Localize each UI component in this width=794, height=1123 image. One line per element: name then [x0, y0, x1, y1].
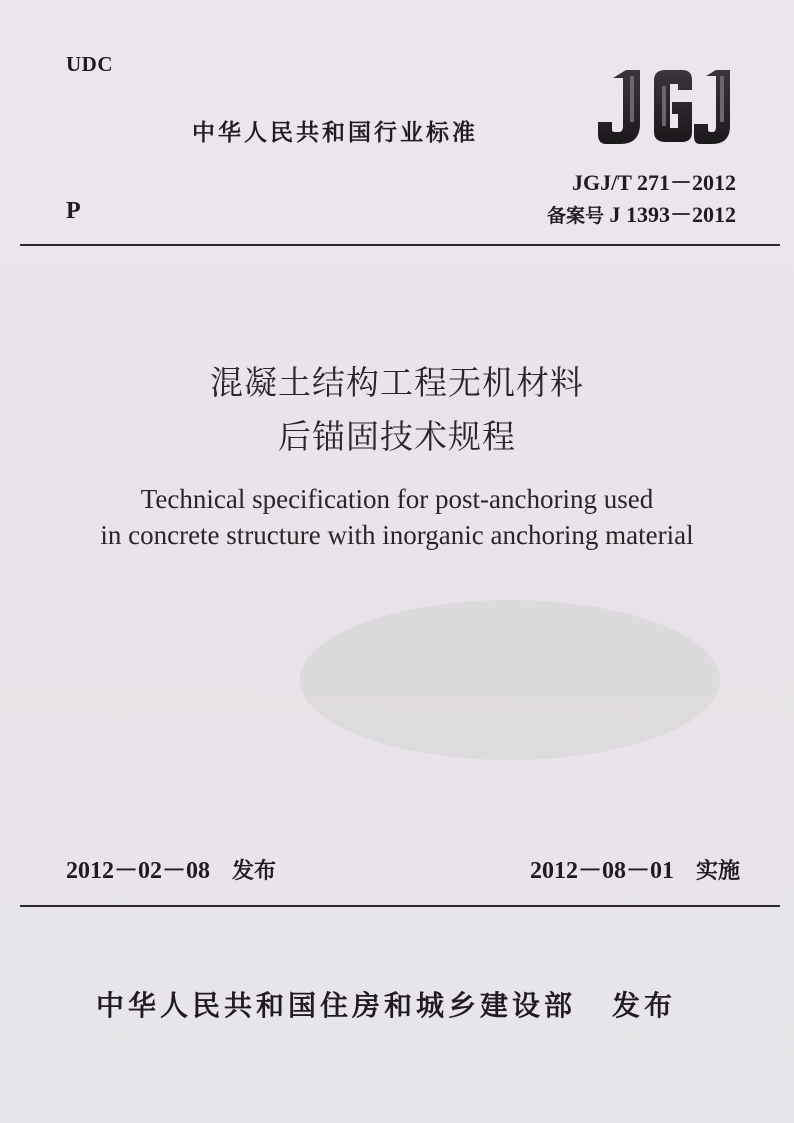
implement-label: 实施 [695, 859, 740, 884]
title-cn-line2: 后锚固技术规程 [278, 417, 516, 456]
record-number-value: J 1393－2012 [609, 202, 736, 227]
issue-date: 2012－02－08 [66, 858, 210, 884]
bottom-rule-divider [20, 905, 780, 907]
top-rule-divider [20, 244, 780, 246]
standard-code: JGJ/T 271－2012 [571, 170, 736, 195]
industry-standard-heading: 中华人民共和国行业标准 [192, 120, 478, 146]
publisher-action: 发布 [612, 989, 677, 1022]
title-cn-line1: 混凝土结构工程无机材料 [210, 363, 584, 402]
category-label: P [66, 198, 81, 224]
paper-texture [300, 600, 720, 760]
title-en-line1: Technical specification for post-anchoring used [140, 484, 654, 514]
implement-date-block [530, 850, 740, 885]
jgj-logo [598, 66, 740, 148]
issue-date-block [66, 850, 276, 885]
udc-label: UDC [66, 52, 113, 76]
publisher-name: 中华人民共和国住房和城乡建设部 [96, 989, 577, 1022]
issue-label: 发布 [232, 859, 277, 884]
record-number-label: 备案号 [546, 205, 604, 227]
title-en-line2: in concrete structure with inorganic anchoring material [100, 520, 694, 550]
record-number [547, 198, 736, 229]
publisher-line [96, 984, 676, 1024]
implement-date: 2012－08－01 [529, 858, 674, 884]
